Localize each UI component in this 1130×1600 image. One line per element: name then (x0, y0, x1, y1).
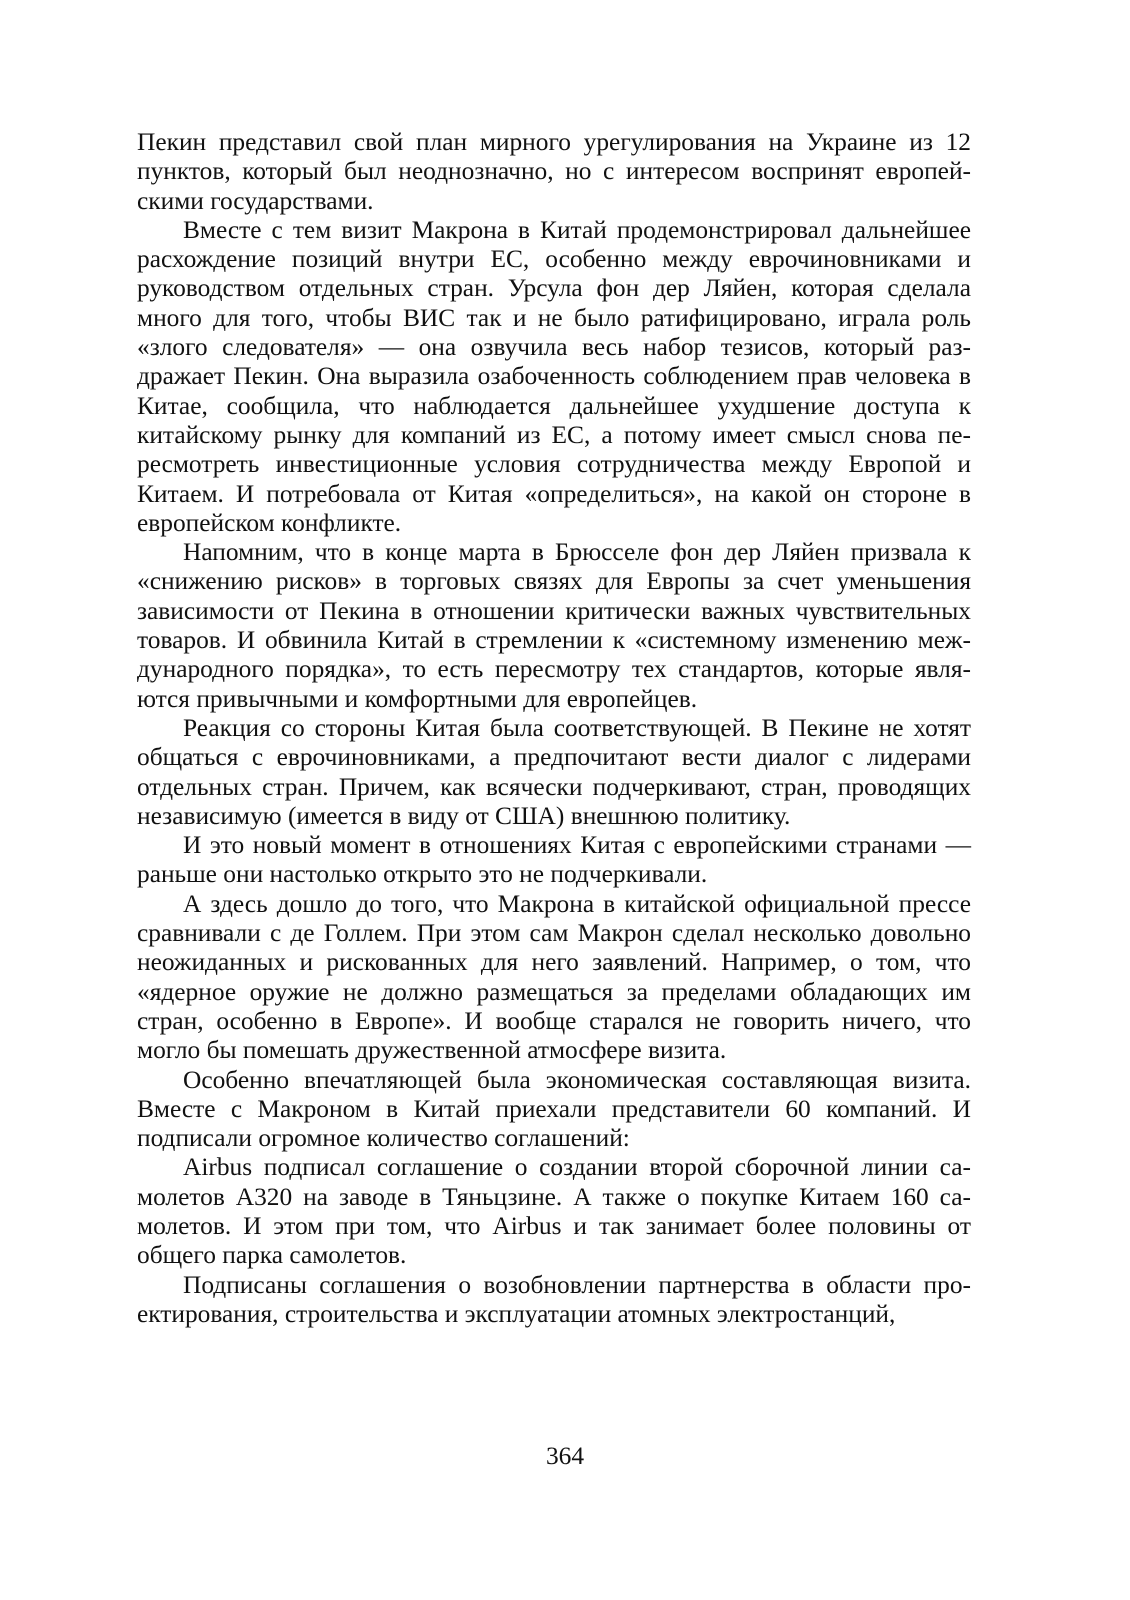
paragraph-6: А здесь дошло до того, что Макрона в китайской официальной прессе сравнивали с де Голлем. При этом сам Макрон сделал несколько довольно неожиданных и рискованных для него заявлений. Например, о том, что «ядерное оружие не должно размещаться за пределами обладающих им стран, особенно в Европе». И вообще старался не говорить ничего, что могло бы помешать дружественной атмосфере визита. (137, 889, 971, 1065)
paragraph-1: Пекин представил свой план мирного урегулирования на Украине из 12 пунктов, который был неоднозначно, но с интересом воспринят европейскими государствами. (137, 128, 971, 215)
paragraph-5: И это новый момент в отношениях Китая с европейскими странами — раньше они настолько открыто это не подчеркивали. (137, 831, 971, 889)
paragraph-3: Напомним, что в конце марта в Брюсселе фон дер Ляйен призвала к «снижению рисков» в торговых связях для Европы за счет уменьшения зависимости от Пекина в отношении критически важных чувствительных товаров. И обвинила Китай в стремлении к «системному изменению международного порядка», то есть пересмотру тех стандартов, которые являются привычными и комфортными для европейцев. (137, 538, 971, 713)
paragraph-7: Особенно впечатляющей была экономическая составляющая визита. Вместе с Макроном в Китай приехали представители 60 компаний. И подписали огромное количество соглашений: (137, 1065, 971, 1153)
paragraph-9: Подписаны соглашения о возобновлении партнерства в области проектирования, строительства и эксплуатации атомных электростанций, (137, 1270, 971, 1328)
paragraph-2: Вместе с тем визит Макрона в Китай продемонстрировал дальнейшее расхождение позиций внутри ЕС, особенно между еврочиновниками и руководством отдельных стран. Урсула фон дер Ляйен, которая сделала много для того, чтобы ВИС так и не было ратифицировано, играла роль «злого следователя» — она озвучила весь набор тезисов, который раздражает Пекин. Она выразила озабоченность соблюдением прав человека в Китае, сообщила, что наблюдается дальнейшее ухудшение доступа к китайскому рынку для компаний из ЕС, а потому имеет смысл снова пересмотреть инвестиционные условия сотрудничества между Европой и Китаем. И потребовала от Китая «определиться», на какой он стороне в европейском конфликте. (137, 215, 971, 537)
page-number: 364 (545, 1442, 585, 1470)
paragraph-8: Airbus подписал соглашение о создании второй сборочной линии самолетов A320 на заводе в Тяньцзине. А также о покупке Китаем 160 самолетов. И этом при том, что Airbus и так занимает более половины от общего парка самолетов. (137, 1153, 971, 1270)
paragraph-4: Реакция со стороны Китая была соответствующей. В Пекине не хотят общаться с еврочиновниками, а предпочитают вести диалог с лидерами отдельных стран. Причем, как всячески подчеркивают, стран, проводящих независимую (имеется в виду от США) внешнюю политику. (137, 713, 971, 830)
body-text (137, 128, 971, 1329)
